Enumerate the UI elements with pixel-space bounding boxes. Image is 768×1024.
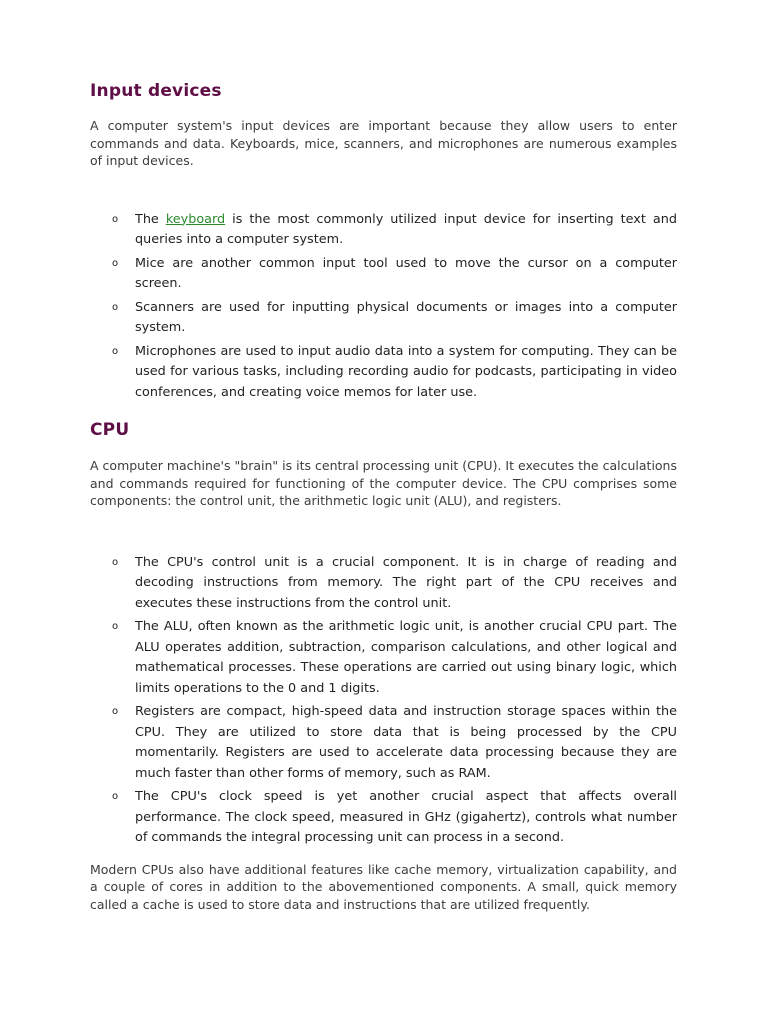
list-item-text: Mice are another common input tool used to move the cursor on a computer screen. — [135, 255, 677, 291]
bullet-icon: o — [112, 706, 119, 717]
paragraph-cpu-closing: Modern CPUs also have additional features like cache memory, virtualization capability, and a couple of cores in addition to the abovementioned components. A small, quick memory called a cache is used to store data and instructions that are utilized frequently. — [90, 861, 677, 912]
list-item-text: The CPU's control unit is a crucial component. It is in charge of reading and decoding instructions from memory. The right part of the CPU receives and executes these instructions from the control unit. — [135, 554, 677, 611]
bullet-icon: o — [112, 556, 119, 568]
bullet-icon: o — [112, 257, 119, 269]
keyboard-link[interactable]: keyboard — [165, 211, 226, 227]
list-item-text: Microphones are used to input audio data into a system for computing. They can be used for various tasks, including recording audio for podcasts, participating in video conferences, and creating voice memos for later use. — [135, 343, 677, 400]
bullet-icon: o — [112, 345, 119, 357]
paragraph-input-intro: A computer system's input devices are important because they allow users to enter commands and data. Keyboards, mice, scanners, and microphones are numerous examples of input devices. — [90, 118, 677, 168]
list-item — [112, 617, 677, 699]
list-item — [112, 553, 677, 615]
bullet-icon: o — [112, 621, 119, 632]
list-item — [112, 210, 677, 251]
bullet-icon: o — [112, 791, 119, 802]
list-item-text: Registers are compact, high-speed data and instruction storage spaces within the CPU. They are utilized to store data that is being processed by the CPU momentarily. Registers are used to accelerate data processing because they are much faster than other forms of memory, such as RAM. — [135, 704, 677, 781]
bullet-icon: o — [112, 213, 119, 225]
list-item — [112, 787, 677, 849]
bullet-icon: o — [112, 301, 119, 313]
list-item — [112, 702, 677, 784]
heading-cpu: CPU — [90, 420, 130, 440]
paragraph-cpu-intro: A computer machine's "brain" is its central processing unit (CPU). It executes the calculations and commands required for functioning of the computer device. The CPU comprises some components: the control unit, the arithmetic logic unit (ALU), and registers. — [90, 458, 677, 508]
list-item-text: The ALU, often known as the arithmetic logic unit, is another crucial CPU part. The ALU operates addition, subtraction, comparison calculations, and other logical and mathematical processes. These operations are carried out using binary logic, which limits operations to the 0 and 1 digits. — [135, 619, 677, 696]
list-item-text: Scanners are used for inputting physical documents or images into a computer system. — [135, 299, 677, 335]
heading-input-devices: Input devices — [90, 81, 222, 101]
list-item-text: The CPU's clock speed is yet another crucial aspect that affects overall performance. The clock speed, measured in GHz (gigahertz), controls what number of commands the integral processing unit can process in a second. — [135, 789, 677, 845]
input-devices-list — [90, 210, 677, 404]
list-item — [112, 298, 677, 339]
cpu-components-list — [90, 553, 677, 849]
list-item — [112, 254, 677, 295]
list-item — [112, 342, 677, 404]
list-item-text-post: is the most commonly utilized input device for inserting text and queries into a computer system. — [135, 211, 677, 247]
list-item-text-pre: The — [135, 211, 166, 227]
